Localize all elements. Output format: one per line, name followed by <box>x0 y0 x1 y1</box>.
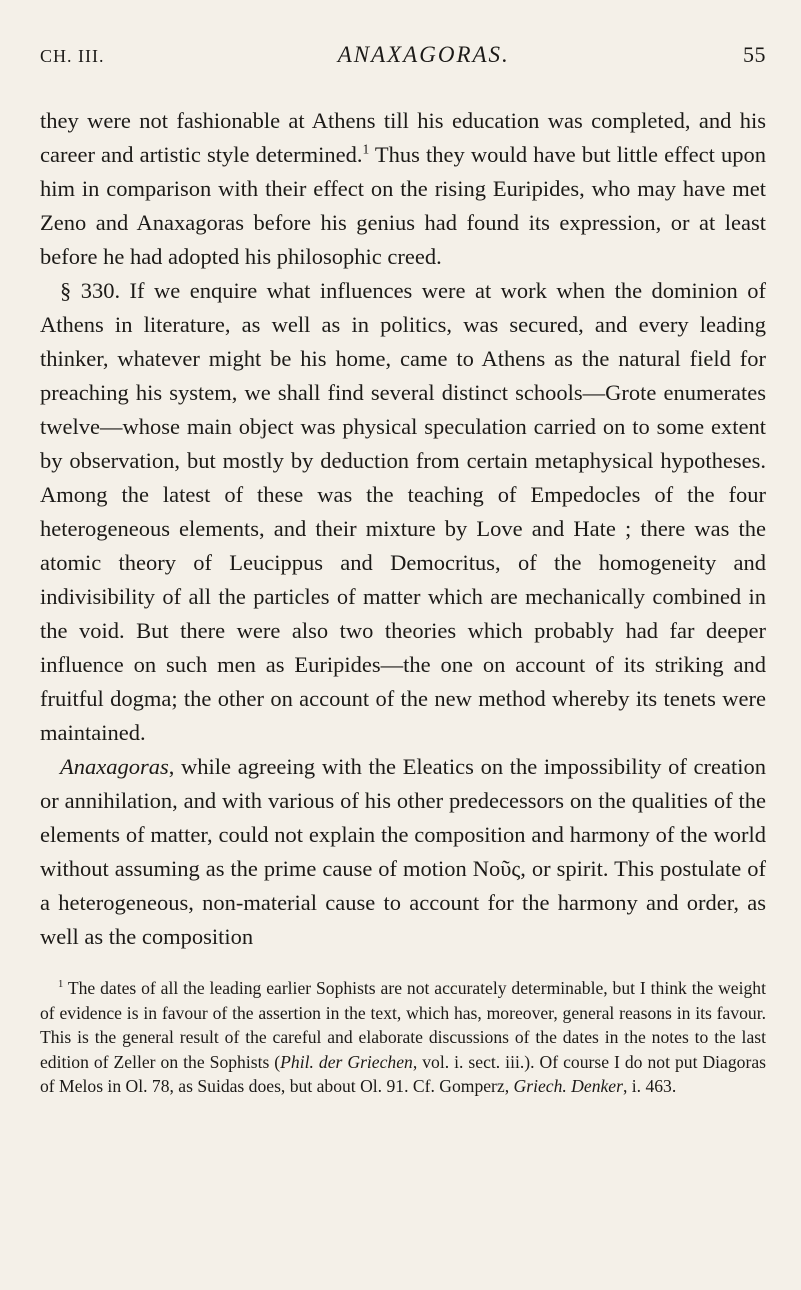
running-head <box>40 42 766 82</box>
paragraph <box>40 274 766 750</box>
page-title: ANAXAGORAS. <box>337 42 510 67</box>
citation-title: Phil. der Griechen <box>280 1051 413 1072</box>
body-text <box>40 104 766 954</box>
paragraph-text: § 330. If we enquire what influences were at work when the dominion of Athens in literature, as well as in politics, was secured, and every leading thinker, whatever might be his home, came to Athens as the natural field for preaching his system, we shall find several distinct schools—Grote enumerates twelve—whose main object was physical speculation carried on to some extent by observation, but mostly by deduction from certain metaphysical hypotheses. Among the latest of these was the teaching of Empedocles of the four heterogeneous elements, and their mixture by Love and Hate ; there was the atomic theory of Leucippus and Democritus, of the homogeneity and indivisibility of all the particles of matter which are mechanically combined in the void. But there were also two theories which probably had far deeper influence on such men as Euripides—the one on account of its striking and fruitful dogma; the other on account of the new method whereby its tenets were maintained. <box>40 278 766 745</box>
footnote-text: , i. 463. <box>622 1076 677 1096</box>
book-page <box>40 42 766 1099</box>
citation-title: Griech. Denker <box>513 1076 623 1096</box>
footnote-reference: 1 <box>362 141 370 157</box>
paragraph-text: , while agreeing with the Eleatics on the impossibility of creation or annihilation, and with various of his other predecessors on the qualities of the elements of matter, could not explain the composition and harmony of the world without assuming as the prime cause of motion Νοῦς, or spirit. This postulate of a heterogeneous, non-material cause to account for the harmony and order, as well as the composition <box>40 754 766 949</box>
paragraph <box>40 104 766 274</box>
philosopher-name: Anaxagoras <box>60 754 169 779</box>
chapter-label: CH. III. <box>40 46 105 66</box>
paragraph <box>40 750 766 954</box>
footnote-text: , vol. i. sect. iii.). Of course I do not put Diagoras of Melos in Ol. 78, as Suidas does, but about Ol. 91. Cf. Gomperz, <box>40 1051 766 1096</box>
footnote-marker: 1 <box>58 979 64 991</box>
page-number: 55 <box>742 42 766 67</box>
footnote <box>40 976 766 1099</box>
footnotes <box>40 976 766 1099</box>
paragraph-text: Thus they would have but little effect upon him in comparison with their effect on the rising Euripides, who may have met Zeno and Anaxagoras before his genius had found its expression, or at least before he had adopted his philosophic creed. <box>40 142 766 269</box>
paragraph-text: they were not fashionable at Athens till his education was completed, and his career and artistic style determined. <box>40 108 766 167</box>
footnote-text: The dates of all the leading earlier Sophists are not accurately determinable, but I think the weight of evidence is in favour of the assertion in the text, which has, moreover, general reasons in its favour. This is the general result of the careful and elaborate discussions of the dates in the notes to the last edition of Zeller on the Sophists ( <box>40 978 766 1072</box>
